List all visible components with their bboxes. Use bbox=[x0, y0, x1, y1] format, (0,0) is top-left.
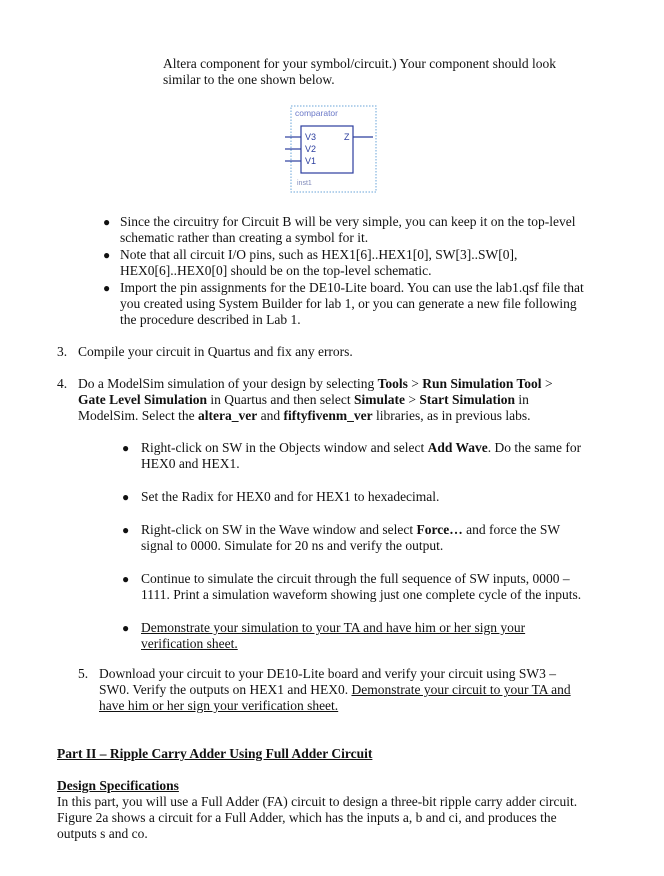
step-5-l2-text: SW0. Verify the outputs on HEX1 and HEX0. bbox=[99, 682, 352, 697]
sub-bullet-dot-2: ● bbox=[122, 490, 130, 504]
step-4-sep-3: > bbox=[404, 392, 420, 407]
sub-bullet-dot-1: ● bbox=[122, 441, 130, 455]
bullet-2-line-2: HEX0[6]..HEX0[0] should be on the top-level schematic. bbox=[120, 263, 432, 278]
pin-v3-label: V3 bbox=[305, 132, 317, 142]
cmd-force: Force… bbox=[416, 522, 463, 537]
part-2-para-line-2: Figure 2a shows a circuit for a Full Adder, which has the inputs a, b and ci, and produces the bbox=[57, 810, 557, 825]
step-5-line-1: Download your circuit to your DE10-Lite board and verify your circuit using SW3 – bbox=[99, 666, 557, 681]
design-spec-heading-text: Design Specifications bbox=[57, 778, 179, 793]
part-2-heading-text: Part II – Ripple Carry Adder Using Full Adder Circuit bbox=[57, 746, 373, 761]
sub-bullet-3-line-2: signal to 0000. Simulate for 20 ns and verify the output. bbox=[141, 538, 444, 553]
comparator-symbol-figure bbox=[283, 104, 379, 196]
step-4-l2-end: in bbox=[515, 392, 529, 407]
sub-bullet-1-line-2: HEX0 and HEX1. bbox=[141, 456, 240, 471]
intro-line-2: similar to the one shown below. bbox=[163, 72, 335, 87]
step-3-number: 3. bbox=[57, 344, 68, 359]
sub-bullet-dot-5: ● bbox=[122, 621, 130, 635]
bullet-3-line-3: the procedure described in Lab 1. bbox=[120, 312, 301, 327]
sub-bullet-5-line-2 bbox=[141, 636, 238, 652]
bullet-3-line-1: Import the pin assignments for the DE10-Lite board. You can use the lab1.qsf file that bbox=[120, 280, 584, 295]
sub-bullet-4-line-1: Continue to simulate the circuit through the full sequence of SW inputs, 0000 – bbox=[141, 571, 570, 586]
intro-line-1: Altera component for your symbol/circuit.) Your component should look bbox=[163, 56, 556, 71]
bullet-dot-3: ● bbox=[103, 281, 111, 295]
step-4-number: 4. bbox=[57, 376, 68, 391]
lib-fiftyfivenm-ver: fiftyfivenm_ver bbox=[283, 408, 373, 423]
step-4-l1-text: Do a ModelSim simulation of your design by selecting bbox=[78, 376, 378, 391]
menu-tools: Tools bbox=[377, 376, 408, 391]
pin-v1-label: V1 bbox=[305, 156, 317, 166]
menu-run-simulation-tool: Run Simulation Tool bbox=[422, 376, 542, 391]
instance-label: inst1 bbox=[297, 180, 312, 187]
sub-bullet-2: Set the Radix for HEX0 and for HEX1 to hexadecimal. bbox=[141, 489, 440, 504]
bullet-1-line-2: schematic rather than creating a symbol for it. bbox=[120, 230, 369, 245]
symbol-title: comparator bbox=[295, 108, 338, 118]
sub-1-end: . Do the same for bbox=[487, 440, 582, 455]
step-4-line-3 bbox=[78, 408, 531, 424]
sub-bullet-dot-3: ● bbox=[122, 523, 130, 537]
bullet-2-line-1: Note that all circuit I/O pins, such as HEX1[6]..HEX1[0], SW[3]..SW[0], bbox=[120, 247, 518, 262]
step-4-l3-text: ModelSim. Select the bbox=[78, 408, 198, 423]
design-spec-heading bbox=[57, 778, 179, 794]
demo-circuit-text-2: have him or her sign your verification sheet. bbox=[99, 698, 339, 713]
demo-simulation-text-1: Demonstrate your simulation to your TA and have him or her sign your bbox=[141, 620, 526, 635]
part-2-para-line-3: outputs s and co. bbox=[57, 826, 148, 841]
sub-3-text: Right-click on SW in the Wave window and select bbox=[141, 522, 417, 537]
demo-circuit-text-1: Demonstrate your circuit to your TA and bbox=[351, 682, 571, 697]
pin-z-label: Z bbox=[344, 132, 350, 142]
step-4-l3-end: libraries, as in previous labs. bbox=[372, 408, 531, 423]
bullet-dot-2: ● bbox=[103, 248, 111, 262]
pin-v2-label: V2 bbox=[305, 144, 317, 154]
menu-simulate: Simulate bbox=[353, 392, 405, 407]
sub-3-end: and force the SW bbox=[462, 522, 561, 537]
sub-bullet-dot-4: ● bbox=[122, 572, 130, 586]
part-2-heading bbox=[57, 746, 372, 762]
sub-bullet-4-line-2: 1111. Print a simulation waveform showing just one complete cycle of the inputs. bbox=[141, 587, 582, 602]
sub-bullet-1-line-1 bbox=[141, 440, 581, 456]
bullet-dot-1: ● bbox=[103, 215, 111, 229]
sub-bullet-5-line-1 bbox=[141, 620, 525, 636]
cmd-add-wave: Add Wave bbox=[427, 440, 488, 455]
step-5-number: 5. bbox=[78, 666, 89, 681]
sub-bullet-3-line-1 bbox=[141, 522, 560, 538]
part-2-para-line-1: In this part, you will use a Full Adder (FA) circuit to design a three-bit ripple carry adder circuit. bbox=[57, 794, 578, 809]
step-4-sep-1: > bbox=[407, 376, 423, 391]
step-5-line-3 bbox=[99, 698, 338, 714]
step-4-sep-2: > bbox=[541, 376, 553, 391]
demo-simulation-text-2: verification sheet. bbox=[141, 636, 238, 651]
step-4-l3-and: and bbox=[257, 408, 284, 423]
menu-start-simulation: Start Simulation bbox=[419, 392, 515, 407]
step-3-text: Compile your circuit in Quartus and fix any errors. bbox=[78, 344, 353, 359]
bullet-1-line-1: Since the circuitry for Circuit B will be very simple, you can keep it on the top-level bbox=[120, 214, 576, 229]
step-4-l2-text: in Quartus and then select bbox=[207, 392, 354, 407]
bullet-3-line-2: you created using System Builder for lab 1, or you can generate a new file following bbox=[120, 296, 577, 311]
step-4-line-2 bbox=[78, 392, 529, 408]
sub-1-text: Right-click on SW in the Objects window and select bbox=[141, 440, 428, 455]
step-4-line-1 bbox=[78, 376, 553, 392]
menu-gate-level-simulation: Gate Level Simulation bbox=[78, 392, 207, 407]
step-5-line-2 bbox=[99, 682, 571, 698]
lib-altera-ver: altera_ver bbox=[197, 408, 258, 423]
